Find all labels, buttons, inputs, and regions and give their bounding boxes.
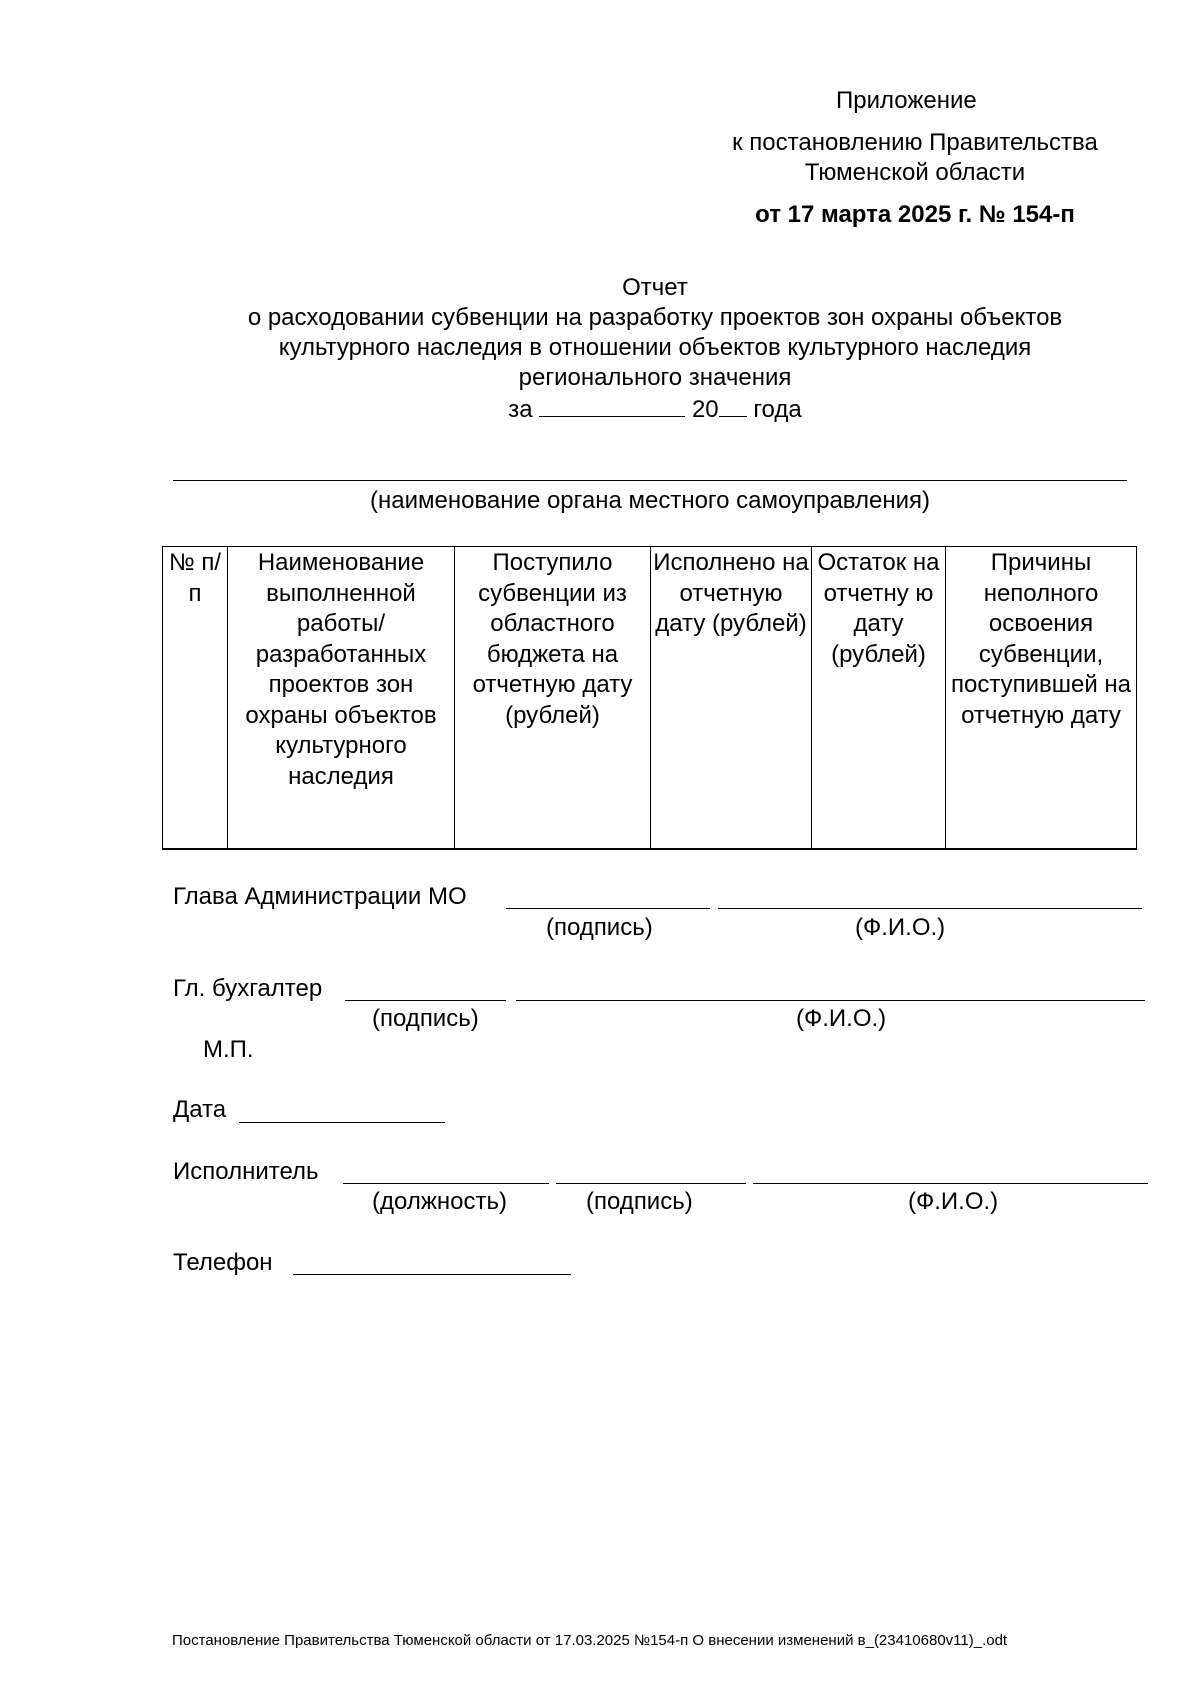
report-subtitle-line-1: о расходовании субвенции на разработку проектов зон охраны объектов [247,304,1063,331]
table-cell[interactable] [946,849,1137,850]
col-header-number: № п/п [163,547,228,849]
resolution-line-2: Тюменской области [804,159,1026,186]
table-row [163,849,1137,850]
period-year-blank[interactable] [719,394,747,417]
col-header-received: Поступило субвенции из областного бюджета на отчетную дату (рублей) [455,547,651,849]
head-name-caption: (Ф.И.О.) [855,914,946,941]
table-cell[interactable] [651,849,812,850]
head-signature-line[interactable] [506,908,710,909]
col-header-work-name: Наименование выполненной работы/ разработанных проектов зон охраны объектов культурного наследия [228,547,455,849]
period-month-blank[interactable] [539,394,685,417]
table-cell[interactable] [228,849,455,850]
report-period-line [160,394,1150,424]
table-header-row [163,547,1137,849]
col-header-balance: Остаток на отчетну ю дату (рублей) [812,547,946,849]
head-name-line[interactable] [718,908,1142,909]
resolution-line-1: к постановлению Правительства [732,129,1098,156]
document-footer: Постановление Правительства Тюменской области от 17.03.2025 №154-п О внесении изменений в_(23410680v11)_.odt [172,1632,1008,1649]
executor-position-caption: (должность) [372,1188,507,1215]
head-label: Глава Администрации МО [173,883,467,910]
accountant-signature-line[interactable] [345,1000,506,1001]
resolution-reference: от 17 марта 2025 г. № 154-п [755,201,1075,228]
phone-line[interactable] [293,1274,571,1275]
organization-caption: (наименование органа местного самоуправления) [370,487,930,514]
executor-name-line[interactable] [753,1183,1148,1184]
col-header-reasons: Причины неполного освоения субвенции, поступившей на отчетную дату [946,547,1137,849]
accountant-signature-caption: (подпись) [372,1005,479,1032]
seal-label: М.П. [203,1036,254,1063]
executor-signature-line[interactable] [556,1183,746,1184]
report-table [162,546,1137,850]
accountant-label: Гл. бухгалтер [173,975,323,1002]
phone-label: Телефон [173,1249,273,1276]
appendix-label: Приложение [836,87,977,114]
head-signature-caption: (подпись) [546,914,653,941]
period-suffix: года [753,396,802,423]
period-prefix: за [508,396,533,423]
date-label: Дата [173,1096,227,1123]
report-subtitle-line-2: культурного наследия в отношении объектов культурного наследия [278,334,1032,361]
executor-signature-caption: (подпись) [586,1188,693,1215]
report-subtitle-line-3: регионального значения [518,364,792,391]
executor-position-line[interactable] [343,1183,549,1184]
period-year-prefix: 20 [691,396,719,423]
accountant-name-line[interactable] [516,1000,1145,1001]
date-line[interactable] [239,1122,445,1123]
executor-name-caption: (Ф.И.О.) [908,1188,999,1215]
report-title: Отчет [622,274,688,301]
table-cell[interactable] [163,849,228,850]
accountant-name-caption: (Ф.И.О.) [796,1005,887,1032]
table-cell[interactable] [455,849,651,850]
table-cell[interactable] [812,849,946,850]
executor-label: Исполнитель [173,1158,319,1185]
organization-name-line[interactable] [173,480,1127,481]
col-header-executed: Исполнено на отчетную дату (рублей) [651,547,812,849]
